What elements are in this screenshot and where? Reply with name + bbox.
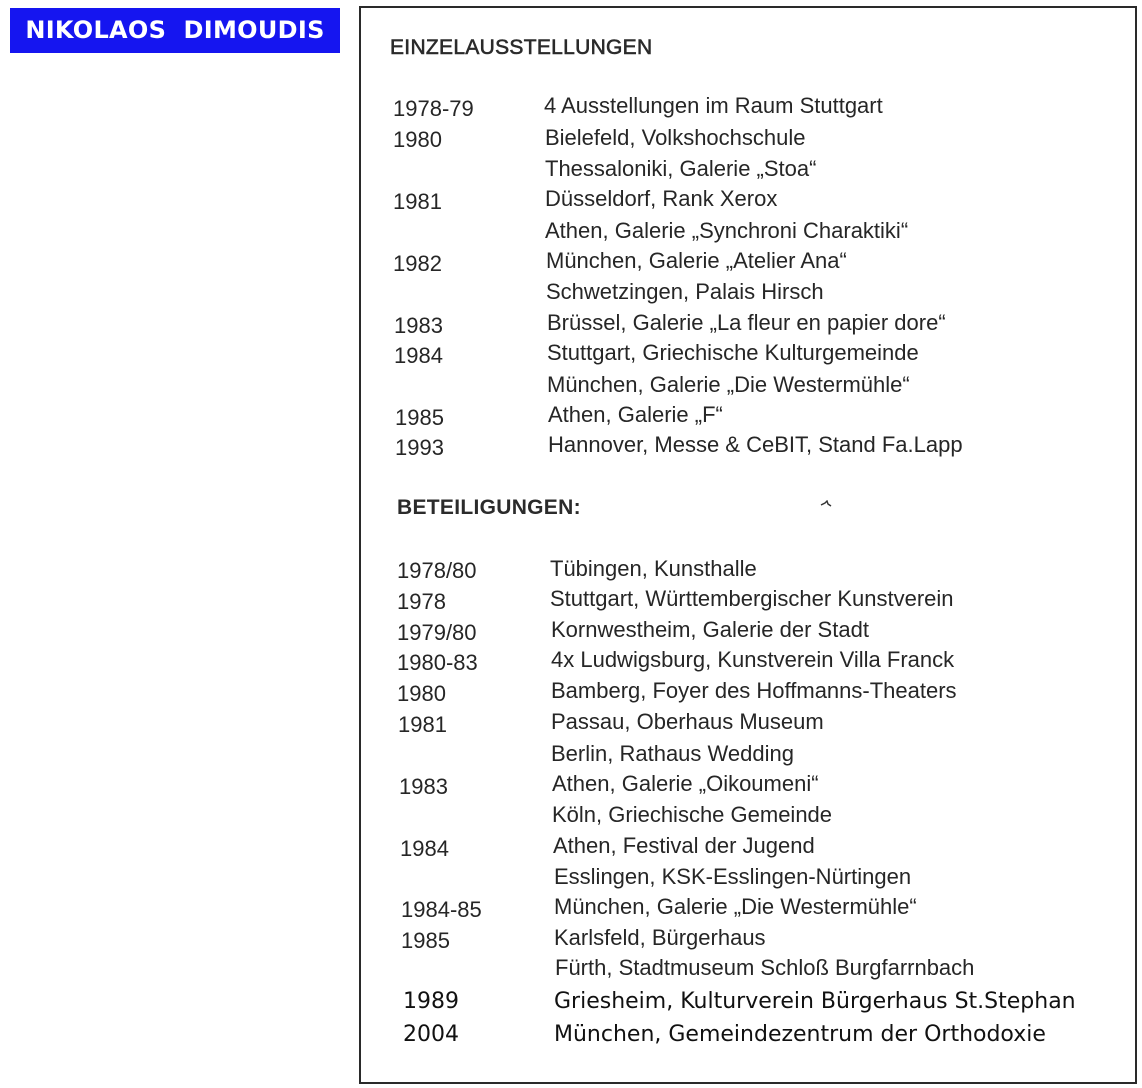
group-row	[398, 709, 1098, 742]
solo-row	[395, 432, 1095, 465]
row-text: Athen, Galerie „Oikoumeni“	[552, 771, 819, 796]
scan-speck	[820, 500, 832, 508]
row-year: 1980-83	[397, 650, 478, 675]
solo-row	[393, 248, 993, 281]
row-text: 4x Ludwigsburg, Kunstverein Villa Franck	[551, 647, 955, 672]
row-text: Passau, Oberhaus Museum	[551, 709, 824, 734]
solo-row	[393, 93, 993, 126]
row-text: München, Galerie „Die Westermühle“	[547, 372, 910, 397]
group-row	[400, 864, 1100, 894]
solo-row	[394, 310, 1044, 343]
row-year: 2004	[403, 1022, 459, 1047]
group-row	[401, 925, 1101, 958]
group-row	[400, 833, 1100, 866]
solo-exhibitions-heading: EINZELAUSSTELLUNGEN	[390, 36, 653, 59]
row-year: 1983	[394, 313, 443, 338]
row-year: 1984-85	[401, 897, 482, 922]
solo-row	[393, 186, 993, 219]
row-text: Karlsfeld, Bürgerhaus	[554, 925, 766, 950]
row-text: Brüssel, Galerie „La fleur en papier dore“	[547, 310, 946, 335]
row-text: Berlin, Rathaus Wedding	[551, 741, 794, 766]
solo-row	[393, 127, 993, 157]
group-row	[399, 802, 1099, 832]
row-year: 1981	[393, 189, 442, 214]
row-year: 1989	[403, 989, 459, 1014]
row-year: 1980	[397, 681, 446, 706]
row-text: Düsseldorf, Rank Xerox	[545, 186, 778, 211]
row-year: 1993	[395, 435, 444, 460]
group-row	[401, 894, 1101, 927]
row-year: 1985	[395, 405, 444, 430]
group-exhibitions-heading: BETEILIGUNGEN:	[397, 496, 581, 519]
row-text: Stuttgart, Griechische Kulturgemeinde	[547, 340, 919, 365]
row-year: 1978	[397, 589, 446, 614]
row-text: Athen, Festival der Jugend	[553, 833, 815, 858]
group-row	[403, 1022, 1123, 1052]
row-text: Athen, Galerie „F“	[548, 402, 723, 427]
row-text: Kornwestheim, Galerie der Stadt	[551, 617, 869, 642]
row-text: Schwetzingen, Palais Hirsch	[546, 279, 824, 304]
group-row	[399, 771, 1099, 804]
row-text: Stuttgart, Württembergischer Kunstverein	[550, 586, 954, 611]
row-text: München, Gemeindezentrum der Orthodoxie	[554, 1022, 1046, 1047]
row-text: München, Galerie „Atelier Ana“	[546, 248, 847, 273]
row-text: Athen, Galerie „Synchroni Charaktiki“	[545, 218, 909, 243]
row-text: Fürth, Stadtmuseum Schloß Burgfarrnbach	[555, 955, 975, 980]
solo-row	[395, 402, 1045, 435]
row-year: 1984	[400, 836, 449, 861]
solo-row	[393, 218, 993, 248]
row-text: München, Galerie „Die Westermühle“	[554, 894, 917, 919]
group-row	[397, 647, 1097, 680]
row-text: Tübingen, Kunsthalle	[550, 556, 757, 581]
row-year: 1980	[393, 127, 442, 152]
solo-row	[393, 279, 993, 309]
row-year: 1978-79	[393, 96, 474, 121]
artist-name-badge: NIKOLAOS DIMOUDIS	[10, 8, 340, 53]
row-text: 4 Ausstellungen im Raum Stuttgart	[544, 93, 883, 118]
row-text: Esslingen, KSK-Esslingen-Nürtingen	[554, 864, 912, 889]
row-text: Griesheim, Kulturverein Bürgerhaus St.Stephan	[554, 989, 1076, 1014]
row-text: Thessaloniki, Galerie „Stoa“	[545, 156, 817, 181]
group-row	[397, 678, 1097, 711]
row-text: Hannover, Messe & CeBIT, Stand Fa.Lapp	[548, 432, 963, 457]
solo-row	[393, 156, 993, 186]
group-row	[397, 558, 1097, 588]
group-row	[403, 989, 1123, 1019]
group-row	[401, 955, 1101, 985]
row-year: 1983	[399, 774, 448, 799]
row-year: 1978/80	[397, 558, 477, 583]
row-year: 1984	[394, 343, 443, 368]
group-row	[397, 617, 1097, 650]
solo-row	[394, 372, 1044, 402]
row-text: Bamberg, Foyer des Hoffmanns-Theaters	[551, 678, 957, 703]
row-year: 1981	[398, 712, 447, 737]
row-year: 1982	[393, 251, 442, 276]
group-row	[397, 586, 1097, 619]
group-row	[398, 741, 1098, 771]
solo-row	[394, 340, 1044, 373]
row-year: 1985	[401, 928, 450, 953]
row-text: Bielefeld, Volkshochschule	[545, 125, 806, 150]
row-year: 1979/80	[397, 620, 477, 645]
row-text: Köln, Griechische Gemeinde	[552, 802, 833, 827]
